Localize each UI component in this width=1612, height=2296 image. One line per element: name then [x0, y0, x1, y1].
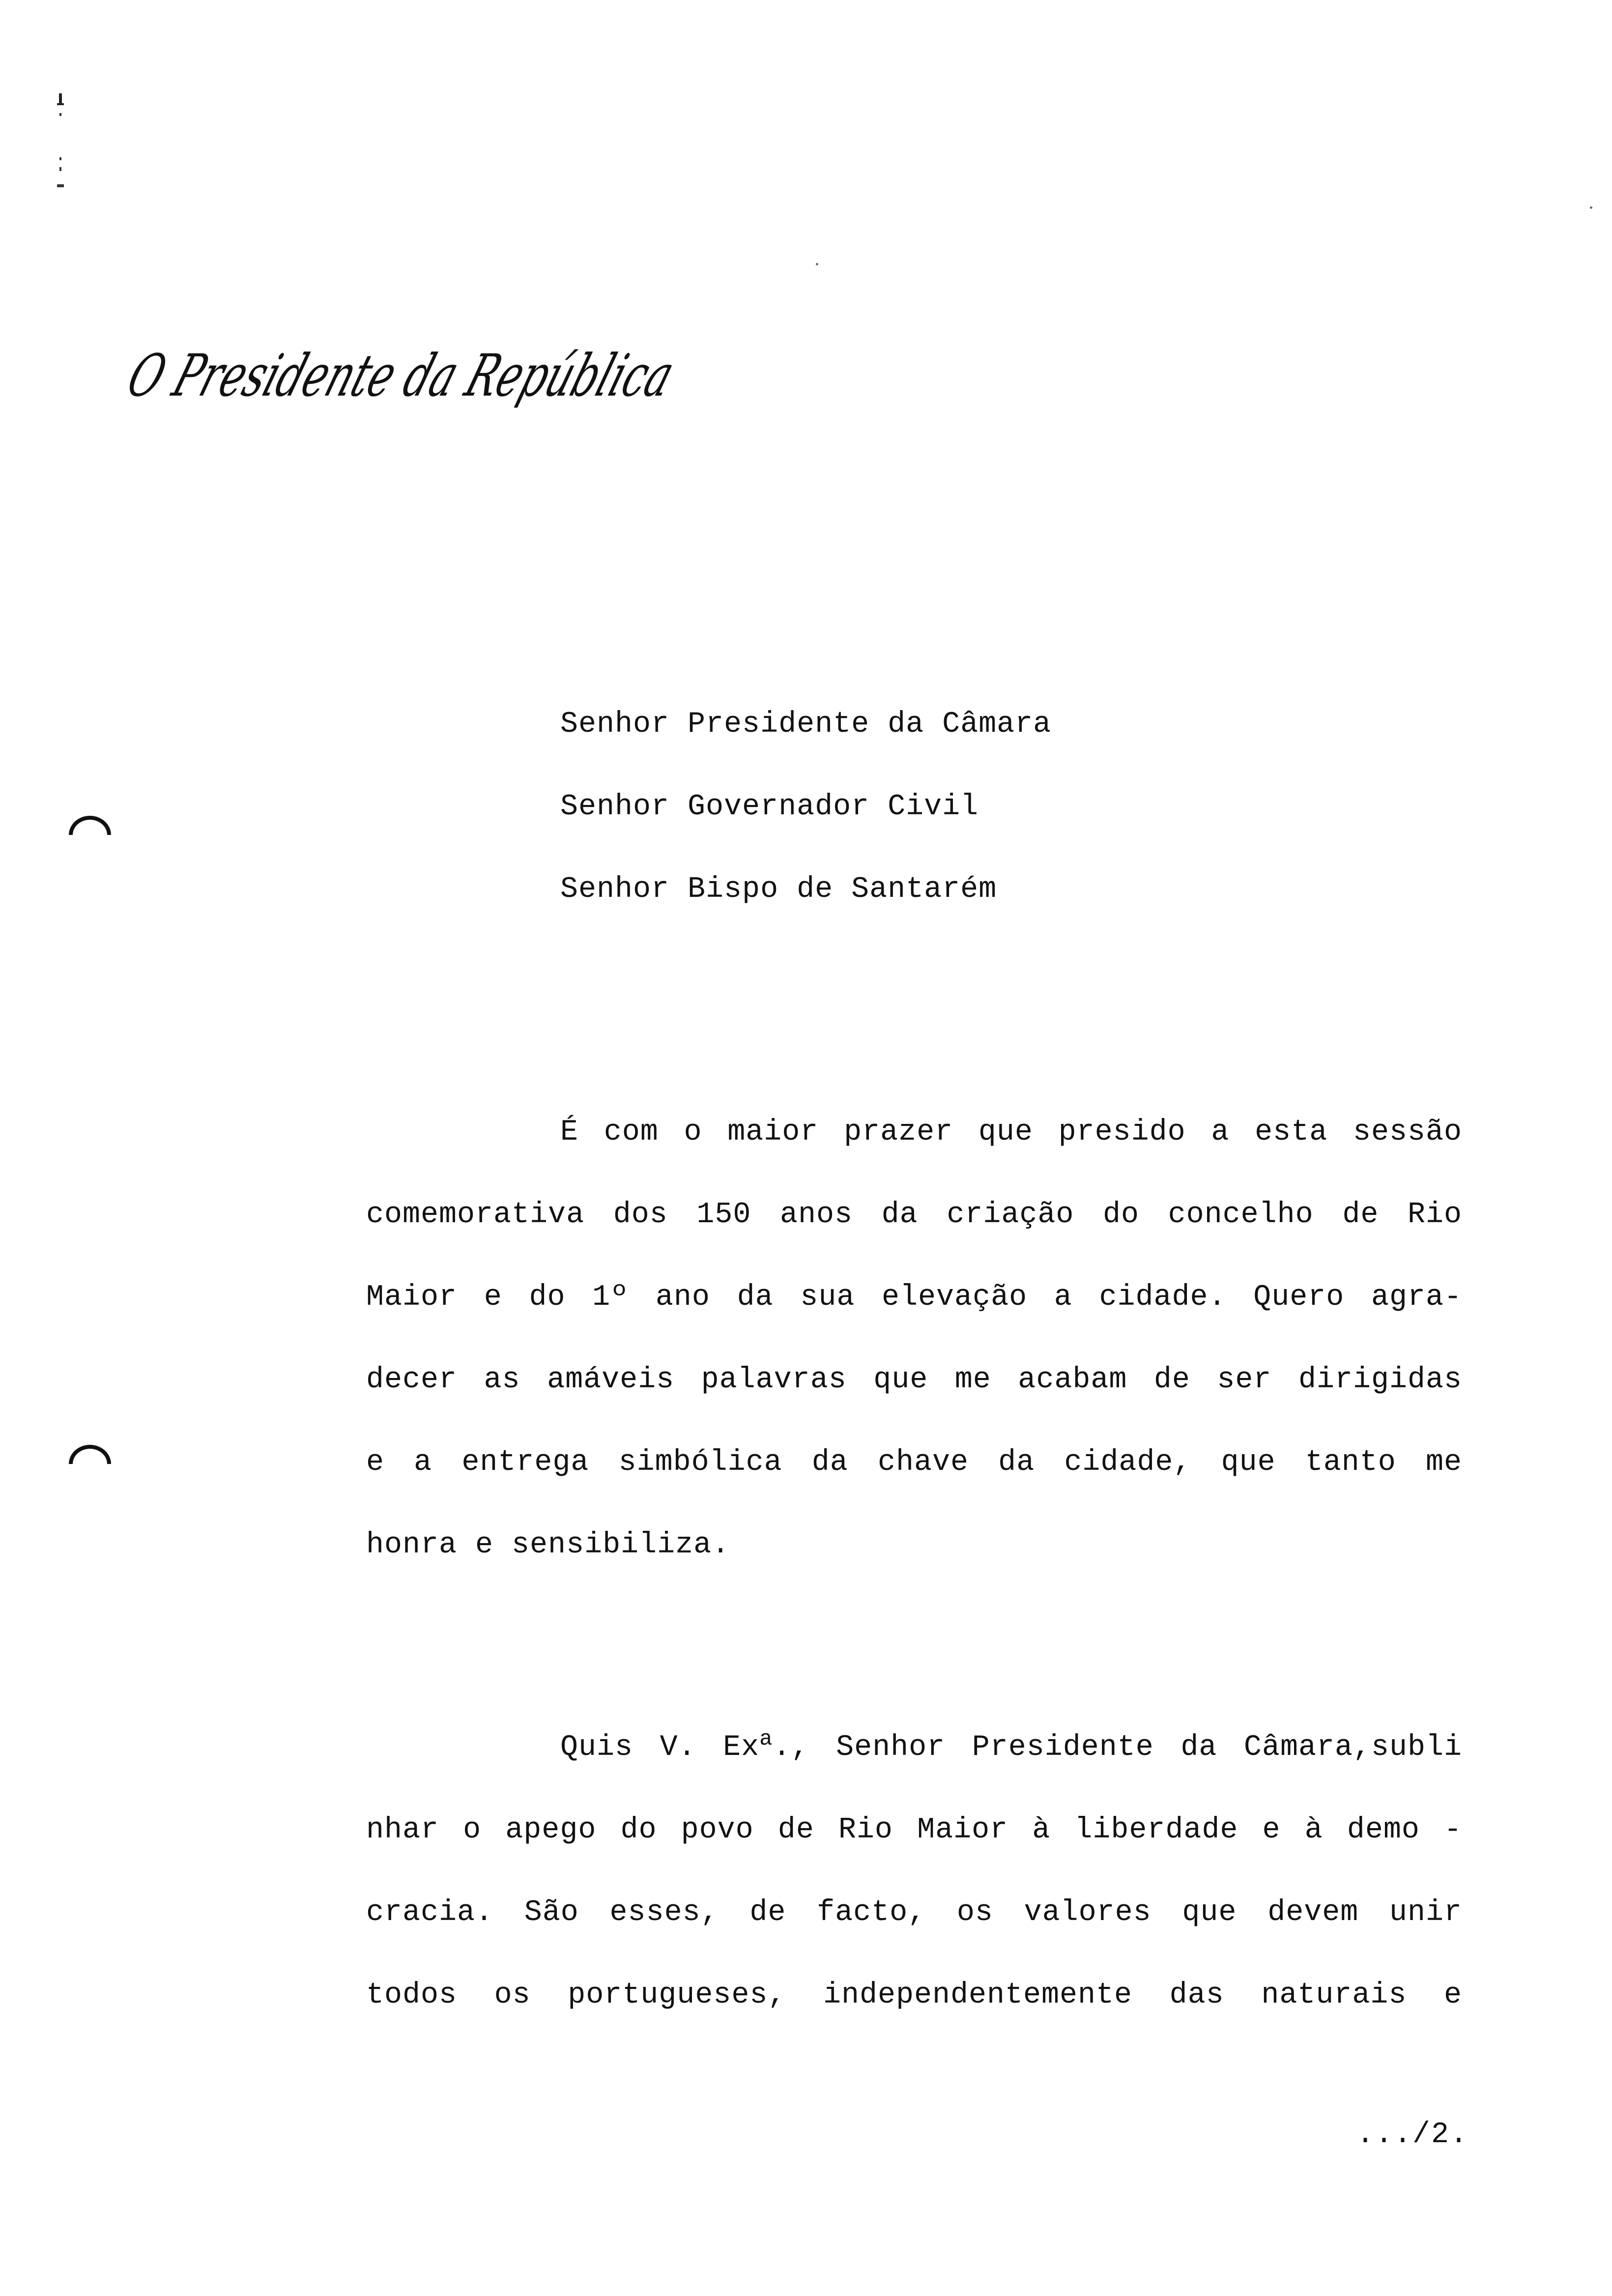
paragraph-line: todos os portugueses, independentemente das naturais e	[366, 1979, 1462, 2012]
paragraph-opening	[366, 1091, 1462, 1586]
paper-speck	[1590, 206, 1592, 209]
punch-hole-mark	[69, 1445, 111, 1483]
letterhead-logo	[118, 339, 926, 423]
paragraph-line: comemorativa dos 150 anos da criação do concelho de Rio	[366, 1198, 1462, 1232]
paragraph-line: honra e sensibiliza.	[366, 1528, 730, 1562]
paper-speck	[816, 263, 818, 265]
paragraph-line: e a entrega simbólica da chave da cidade, que tanto me	[366, 1446, 1462, 1479]
superscript-a: a	[759, 1727, 773, 1751]
paragraph-line: decer as amáveis palavras que me acabam de ser dirigidas	[366, 1363, 1462, 1397]
svg-text:O Presidente da República: O Presidente da República	[119, 342, 926, 410]
paragraph-liberty	[366, 1698, 1462, 2037]
salutation-line: Senhor Presidente da Câmara	[560, 708, 1052, 741]
page-continuation-mark: .../2.	[1356, 2118, 1469, 2152]
salutation-line: Senhor Bispo de Santarém	[560, 873, 997, 906]
paragraph-line: Maior e do 1º ano da sua elevação a cidade. Quero agra-	[366, 1281, 1462, 1314]
salutations-block	[560, 683, 1051, 931]
line-text-prefix: Quis V. Ex	[560, 1731, 760, 1764]
paragraph-line	[366, 1698, 1462, 1789]
salutation-line: Senhor Governador Civil	[560, 790, 979, 824]
paragraph-line: É com o maior prazer que presido a esta sessão	[560, 1116, 1462, 1149]
paragraph-line: cracia. São esses, de facto, os valores que devem unir	[366, 1896, 1462, 1929]
scan-edge-marks	[53, 93, 68, 201]
line-text-suffix: ., Senhor Presidente da Câmara,subli	[773, 1731, 1462, 1764]
paragraph-line: nhar o apego do povo de Rio Maior à liberdade e à demo -	[366, 1813, 1462, 1847]
punch-hole-mark	[69, 816, 111, 854]
